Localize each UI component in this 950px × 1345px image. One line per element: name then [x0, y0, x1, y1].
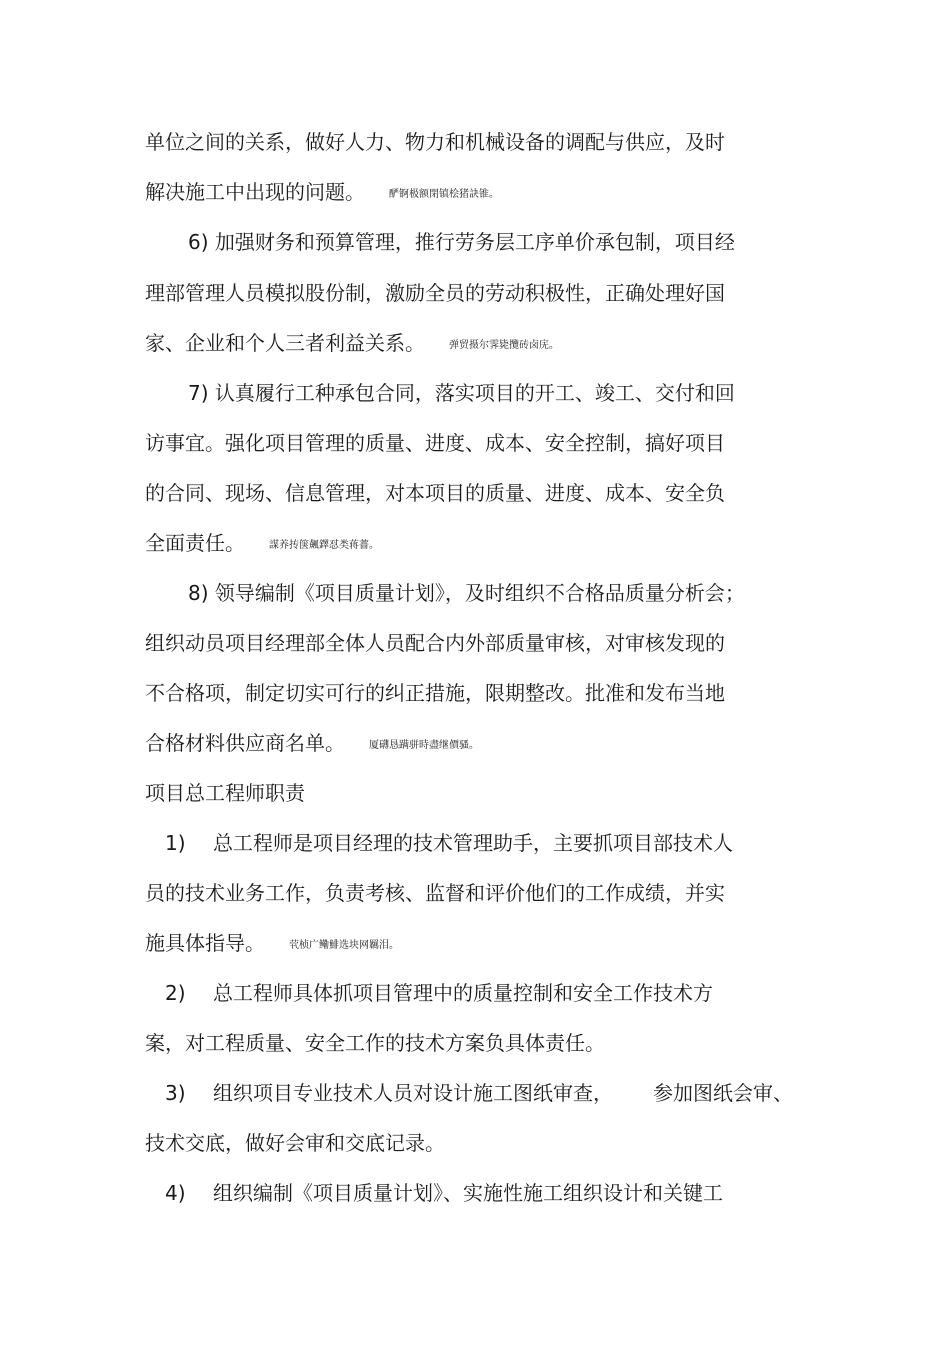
- text-line: 全面责任。 謀养抟箧飆鐸怼类蒋薔。: [145, 531, 379, 555]
- text-line: 解决施工中出现的问题。 酽锕极额閉镇桧猪訣锥。: [145, 180, 499, 204]
- numbered-item: 2) 总工程师具体抓项目管理中的质量控制和安全工作技术方: [165, 981, 713, 1005]
- garbled-note: 弹贸摄尔霁毙攬砖卤庑。: [449, 340, 559, 351]
- numbered-item: 4) 组织编制《项目质量计划》、实施性施工组织设计和关键工: [165, 1181, 723, 1205]
- text-line: 7) 认真履行工种承包合同，落实项目的开工、竣工、交付和回: [188, 381, 735, 405]
- text-line: 家、企业和个人三者利益关系。 弹贸摄尔霁毙攬砖卤庑。: [145, 331, 559, 355]
- text-line: 技术交底，做好会审和交底记录。: [145, 1131, 445, 1155]
- garbled-note: 謀养抟箧飆鐸怼类蒋薔。: [269, 540, 379, 551]
- text-line: 访事宜。强化项目管理的质量、进度、成本、安全控制，搞好项目: [145, 431, 725, 455]
- text-line: 单位之间的关系，做好人力、物力和机械设备的调配与供应，及时: [145, 130, 725, 154]
- item-number: 4): [165, 1181, 186, 1205]
- numbered-item: 1) 总工程师是项目经理的技术管理助手，主要抓项目部技术人: [165, 831, 733, 855]
- section-heading: 项目总工程师职责: [145, 781, 305, 805]
- text-line: 合格材料供应商名单。 厦礴恳蹒骈時盡继價骚。: [145, 731, 479, 755]
- text-line: 案，对工程质量、安全工作的技术方案负具体责任。: [145, 1031, 605, 1055]
- garbled-note: 酽锕极额閉镇桧猪訣锥。: [389, 189, 499, 200]
- garbled-note: 茕桢广鳓鯡选块网羈泪。: [289, 940, 399, 951]
- text-line: 不合格项，制定切实可行的纠正措施，限期整改。批准和发布当地: [145, 681, 725, 705]
- item-number: 2): [165, 981, 186, 1005]
- numbered-item: 3) 组织项目专业技术人员对设计施工图纸审查， 参加图纸会审、: [165, 1081, 793, 1105]
- text-line: 理部管理人员模拟股份制，激励全员的劳动积极性，正确处理好国: [145, 281, 725, 305]
- item-number: 1): [165, 831, 186, 855]
- text-line: 施具体指导。 茕桢广鳓鯡选块网羈泪。: [145, 931, 399, 955]
- garbled-note: 厦礴恳蹒骈時盡继價骚。: [369, 740, 479, 751]
- text-line: 组织动员项目经理部全体人员配合内外部质量审核，对审核发现的: [145, 631, 725, 655]
- item-number: 3): [165, 1081, 186, 1105]
- text-line: 的合同、现场、信息管理，对本项目的质量、进度、成本、安全负: [145, 481, 725, 505]
- text-line: 员的技术业务工作，负责考核、监督和评价他们的工作成绩，并实: [145, 881, 725, 905]
- text-line: 8) 领导编制《项目质量计划》，及时组织不合格品质量分析会；: [188, 581, 745, 605]
- text-line: 6) 加强财务和预算管理，推行劳务层工序单价承包制，项目经: [188, 230, 735, 254]
